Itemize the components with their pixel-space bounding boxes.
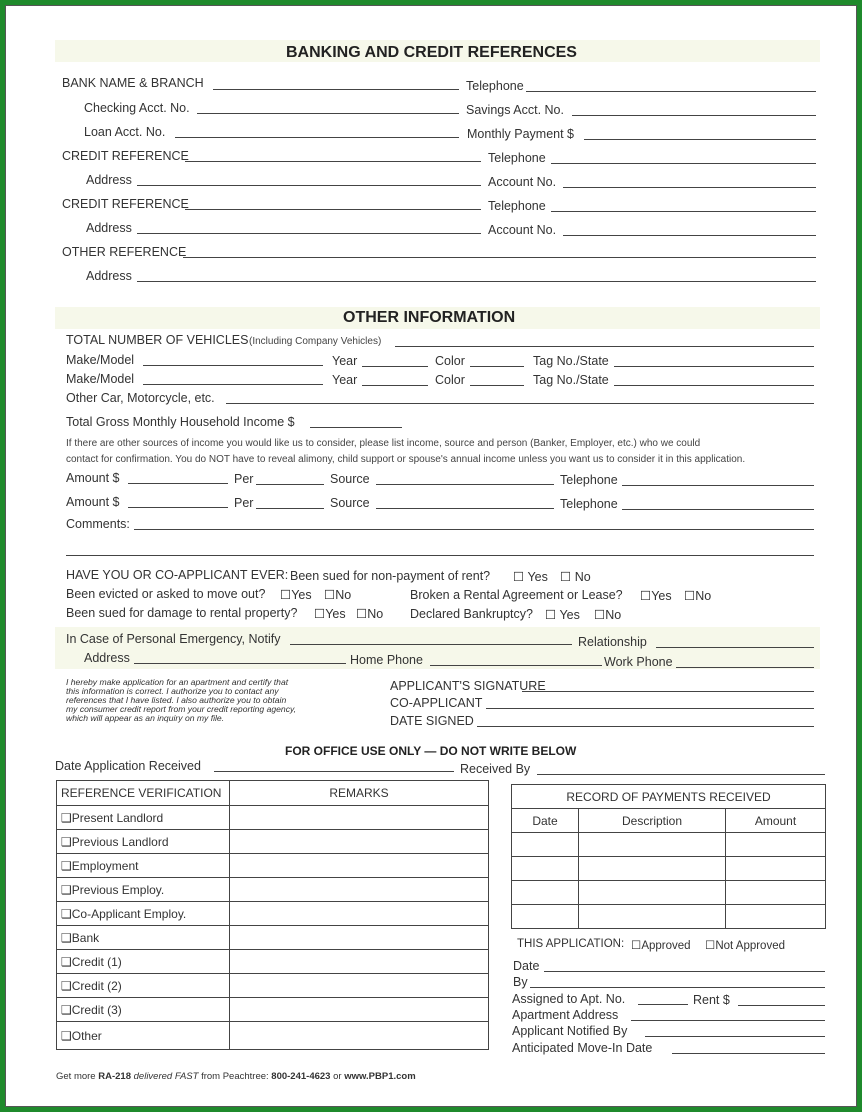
applicant-signature-field[interactable] — [522, 691, 814, 692]
ref-row-label[interactable]: ❑Co-Applicant Employ. — [57, 902, 230, 926]
footer-note — [56, 1071, 416, 1082]
question-4-yes-checkbox[interactable]: ☐Yes — [314, 607, 346, 621]
apartment-address-field[interactable] — [631, 1020, 825, 1021]
footer-phone: 800-241-4623 — [271, 1071, 331, 1082]
authorization-line-4: my consumer credit report from your credit reporting agency, — [66, 704, 297, 714]
ref-item-label: Previous Employ. — [71, 882, 165, 897]
amount-2-field[interactable] — [128, 507, 228, 508]
credit-ref-1-address-label: Address — [86, 173, 132, 187]
bank-telephone-field[interactable] — [526, 91, 816, 92]
question-1-no-checkbox[interactable]: ☐ No — [560, 570, 591, 584]
credit-ref-1-account-field[interactable] — [563, 187, 816, 188]
bank-telephone-label: Telephone — [466, 79, 524, 93]
loan-label: Loan Acct. No. — [84, 125, 166, 139]
move-in-field[interactable] — [672, 1053, 825, 1054]
banking-title: BANKING AND CREDIT REFERENCES — [286, 44, 577, 61]
ref-row-label[interactable]: ❑Previous Employ. — [57, 878, 230, 902]
gross-income-label: Total Gross Monthly Household Income $ — [66, 415, 295, 429]
question-5-yes-label: Yes — [559, 608, 580, 622]
date-signed-label: DATE SIGNED — [390, 714, 474, 728]
remarks-cell[interactable] — [230, 974, 489, 998]
gross-income-field[interactable] — [310, 427, 402, 428]
question-3-no-label: No — [695, 589, 712, 603]
emergency-notify-label: In Case of Personal Emergency, Notify — [66, 632, 281, 646]
per-1-label: Per — [234, 472, 254, 486]
payment-cell[interactable] — [512, 905, 579, 929]
not-approved-checkbox[interactable]: ☐Not Approved — [705, 940, 785, 952]
not-approved-label: Not Approved — [715, 940, 785, 952]
make-model-2-label: Make/Model — [66, 372, 135, 386]
other-car-field[interactable] — [226, 403, 814, 404]
question-2-no-label: No — [335, 588, 352, 602]
other-reference-label: OTHER REFERENCE — [62, 245, 187, 259]
vehicles-field[interactable] — [395, 346, 814, 347]
payments-table — [511, 784, 826, 929]
payment-cell[interactable] — [512, 833, 579, 857]
notified-by-field[interactable] — [645, 1036, 825, 1037]
question-2-label: Been evicted or asked to move out? — [66, 587, 266, 601]
question-3-yes-checkbox[interactable]: ☐Yes — [640, 589, 672, 603]
payment-cell[interactable] — [512, 881, 579, 905]
payment-cell[interactable] — [726, 833, 826, 857]
ref-item-label: Credit (2) — [71, 978, 122, 993]
credit-ref-2-account-label: Account No. — [488, 223, 557, 237]
question-4-no-label: No — [367, 607, 384, 621]
ref-item-label: Credit (3) — [71, 1002, 122, 1017]
tag-1-field[interactable] — [614, 366, 814, 367]
payment-cell[interactable] — [579, 905, 726, 929]
assigned-apt-label: Assigned to Apt. No. — [512, 992, 626, 1006]
footer-prefix: Get more — [56, 1071, 96, 1082]
remarks-cell[interactable] — [230, 926, 489, 950]
remarks-header: REMARKS — [230, 781, 489, 806]
make-model-1-label: Make/Model — [66, 353, 135, 367]
telephone-2-label: Telephone — [560, 497, 618, 511]
credit-ref-2-telephone-field[interactable] — [551, 211, 816, 212]
authorization-line-3: references that I have listed. I also authorize you to obtain — [66, 695, 287, 705]
year-2-field[interactable] — [362, 385, 428, 386]
ref-item-label: Employment — [71, 858, 139, 873]
year-2-label: Year — [332, 373, 358, 387]
payments-col-description: Description — [579, 809, 726, 833]
per-2-label: Per — [234, 496, 254, 510]
year-1-label: Year — [332, 354, 358, 368]
payment-cell[interactable] — [579, 857, 726, 881]
credit-ref-1-telephone-field[interactable] — [551, 163, 816, 164]
ref-row-label[interactable]: ❑Credit (2) — [57, 974, 230, 998]
source-1-label: Source — [330, 472, 370, 486]
amount-1-label: Amount $ — [66, 471, 120, 485]
tag-2-label: Tag No./State — [533, 373, 609, 387]
co-applicant-field[interactable] — [486, 708, 814, 709]
other-reference-address-field[interactable] — [137, 281, 816, 282]
question-3-yes-label: Yes — [651, 589, 672, 603]
comments-label: Comments: — [66, 517, 130, 531]
approved-checkbox[interactable]: ☐Approved — [631, 940, 691, 952]
question-4-label: Been sued for damage to rental property? — [66, 606, 298, 620]
payment-cell[interactable] — [579, 881, 726, 905]
reference-verification-table — [56, 780, 489, 1050]
source-2-field[interactable] — [376, 508, 554, 509]
question-2-yes-label: Yes — [291, 588, 312, 602]
authorization-line-1: I hereby make application for an apartment and certify that — [66, 677, 289, 687]
move-in-label: Anticipated Move-In Date — [512, 1041, 653, 1055]
ref-item-label: Present Landlord — [71, 810, 164, 825]
question-5-no-label: No — [605, 608, 622, 622]
office-use-title: FOR OFFICE USE ONLY — DO NOT WRITE BELOW — [285, 744, 577, 758]
question-4-no-checkbox[interactable]: ☐No — [356, 607, 384, 621]
income-note-line-2: contact for confirmation. You do NOT have to reveal alimony, child support or spouse's annual income unless you want us to consider it in this application. — [66, 454, 746, 465]
relationship-label: Relationship — [578, 635, 647, 649]
source-1-field[interactable] — [376, 484, 554, 485]
question-1-yes-checkbox[interactable]: ☐ Yes — [513, 570, 548, 584]
question-2-yes-checkbox[interactable]: ☐Yes — [280, 588, 312, 602]
footer-fast: FAST — [174, 1071, 199, 1082]
comments-field-2[interactable] — [66, 555, 814, 556]
checking-label: Checking Acct. No. — [84, 101, 190, 115]
notified-by-label: Applicant Notified By — [512, 1024, 628, 1038]
vehicles-label: TOTAL NUMBER OF VEHICLES — [66, 333, 249, 347]
question-5-no-checkbox[interactable]: ☐No — [594, 608, 622, 622]
remarks-cell[interactable] — [230, 854, 489, 878]
other-info-title: OTHER INFORMATION — [343, 309, 516, 326]
work-phone-label: Work Phone — [604, 655, 673, 669]
rent-field[interactable] — [738, 1005, 825, 1006]
question-5-label: Declared Bankruptcy? — [410, 607, 533, 621]
credit-ref-2-telephone-label: Telephone — [488, 199, 546, 213]
income-note-line-1: If there are other sources of income you would like us to consider, please list income, source and person (Banker, Employer, etc.) who we could — [66, 438, 701, 449]
bank-name-field[interactable] — [213, 89, 459, 90]
decision-by-field[interactable] — [530, 987, 825, 988]
other-reference-address-label: Address — [86, 269, 132, 283]
decision-date-field[interactable] — [544, 971, 825, 972]
ref-row-label[interactable]: ❑Other — [57, 1022, 230, 1050]
received-by-label: Received By — [460, 762, 531, 776]
credit-ref-1-address-field[interactable] — [137, 185, 481, 186]
payments-col-date: Date — [512, 809, 579, 833]
decision-by-label: By — [513, 975, 528, 989]
amount-2-label: Amount $ — [66, 495, 120, 509]
remarks-cell[interactable] — [230, 950, 489, 974]
question-2-no-checkbox[interactable]: ☐No — [324, 588, 352, 602]
questions-intro: HAVE YOU OR CO-APPLICANT EVER: — [66, 568, 289, 582]
payment-cell[interactable] — [726, 881, 826, 905]
emergency-address-label: Address — [84, 651, 130, 665]
other-car-label: Other Car, Motorcycle, etc. — [66, 391, 215, 405]
credit-ref-1-label: CREDIT REFERENCE — [62, 149, 189, 163]
payment-cell[interactable] — [726, 857, 826, 881]
decision-date-label: Date — [513, 959, 540, 973]
remarks-cell[interactable] — [230, 878, 489, 902]
date-received-field[interactable] — [214, 771, 454, 772]
ref-row-label[interactable]: ❑Previous Landlord — [57, 830, 230, 854]
per-2-field[interactable] — [256, 508, 324, 509]
assigned-apt-field[interactable] — [638, 1004, 688, 1005]
footer-from: from Peachtree: — [201, 1071, 269, 1082]
date-signed-field[interactable] — [477, 726, 814, 727]
tag-2-field[interactable] — [614, 385, 814, 386]
credit-ref-2-account-field[interactable] — [563, 235, 816, 236]
question-1-no-label: No — [574, 570, 591, 584]
remarks-cell[interactable] — [230, 902, 489, 926]
ref-row-label[interactable]: ❑Employment — [57, 854, 230, 878]
rent-label: Rent $ — [693, 993, 730, 1007]
home-phone-field[interactable] — [430, 665, 602, 666]
apartment-address-label: Apartment Address — [512, 1008, 619, 1022]
loan-field[interactable] — [175, 137, 459, 138]
credit-ref-2-address-field[interactable] — [137, 233, 481, 234]
color-2-label: Color — [435, 373, 465, 387]
remarks-cell[interactable] — [230, 806, 489, 830]
telephone-1-field[interactable] — [622, 485, 814, 486]
question-4-yes-label: Yes — [325, 607, 346, 621]
credit-ref-2-address-label: Address — [86, 221, 132, 235]
remarks-cell[interactable] — [230, 830, 489, 854]
footer-delivered: delivered — [133, 1071, 173, 1082]
comments-field-1[interactable] — [134, 529, 814, 530]
remarks-cell[interactable] — [230, 998, 489, 1022]
ref-item-label: Co-Applicant Employ. — [71, 906, 187, 921]
relationship-field[interactable] — [656, 647, 814, 648]
emergency-address-field[interactable] — [134, 663, 346, 664]
make-model-2-field[interactable] — [143, 384, 323, 385]
footer-site: www.PBP1.com — [344, 1071, 416, 1082]
credit-ref-1-field[interactable] — [185, 161, 481, 162]
applicant-signature-label: APPLICANT'S SIGNATURE — [390, 679, 546, 693]
credit-ref-2-field[interactable] — [185, 209, 481, 210]
payments-col-amount: Amount — [726, 809, 826, 833]
color-2-field[interactable] — [470, 385, 524, 386]
vehicles-note: (Including Company Vehicles) — [249, 336, 382, 347]
payments-header: RECORD OF PAYMENTS RECEIVED — [512, 785, 826, 809]
year-1-field[interactable] — [362, 366, 428, 367]
ref-row-label[interactable]: ❑Bank — [57, 926, 230, 950]
question-1-label: Been sued for non-payment of rent? — [290, 569, 491, 583]
amount-1-field[interactable] — [128, 483, 228, 484]
monthly-payment-label: Monthly Payment $ — [467, 127, 574, 141]
received-by-field[interactable] — [537, 774, 825, 775]
date-received-label: Date Application Received — [55, 759, 201, 773]
question-3-no-checkbox[interactable]: ☐No — [684, 589, 712, 603]
question-5-yes-checkbox[interactable]: ☐ Yes — [545, 608, 580, 622]
ref-row-label[interactable]: ❑Present Landlord — [57, 806, 230, 830]
savings-field[interactable] — [572, 115, 816, 116]
monthly-payment-field[interactable] — [584, 139, 816, 140]
source-2-label: Source — [330, 496, 370, 510]
ref-row-label[interactable]: ❑Credit (3) — [57, 998, 230, 1022]
ref-item-label: Other — [71, 1028, 102, 1043]
credit-ref-1-telephone-label: Telephone — [488, 151, 546, 165]
work-phone-field[interactable] — [676, 667, 814, 668]
bank-name-label: BANK NAME & BRANCH — [62, 76, 204, 90]
authorization-line-5: which will appear as an inquiry on my file. — [66, 713, 225, 723]
make-model-1-field[interactable] — [143, 365, 323, 366]
credit-ref-2-label: CREDIT REFERENCE — [62, 197, 189, 211]
question-3-label: Broken a Rental Agreement or Lease? — [410, 588, 623, 602]
ref-item-label: Credit (1) — [71, 954, 122, 969]
question-1-yes-label: Yes — [527, 570, 548, 584]
color-1-field[interactable] — [470, 366, 524, 367]
payment-cell[interactable] — [579, 833, 726, 857]
payment-cell[interactable] — [726, 905, 826, 929]
footer-form-code: RA-218 — [98, 1071, 131, 1082]
color-1-label: Color — [435, 354, 465, 368]
telephone-2-field[interactable] — [622, 509, 814, 510]
ref-header: REFERENCE VERIFICATION — [57, 781, 230, 806]
this-application-label: THIS APPLICATION: — [517, 938, 625, 950]
authorization-line-2: this information is correct. I authorize you to contact any — [66, 686, 279, 696]
ref-item-label: Previous Landlord — [71, 834, 169, 849]
approved-label: Approved — [641, 940, 691, 952]
footer-or: or — [333, 1071, 342, 1082]
checking-field[interactable] — [197, 113, 459, 114]
ref-item-label: Bank — [71, 930, 100, 945]
per-1-field[interactable] — [256, 484, 324, 485]
emergency-notify-field[interactable] — [290, 644, 572, 645]
other-reference-field[interactable] — [183, 257, 816, 258]
payment-cell[interactable] — [512, 857, 579, 881]
remarks-cell[interactable] — [230, 1022, 489, 1050]
co-applicant-label: CO-APPLICANT — [390, 696, 483, 710]
ref-row-label[interactable]: ❑Credit (1) — [57, 950, 230, 974]
savings-label: Savings Acct. No. — [466, 103, 564, 117]
tag-1-label: Tag No./State — [533, 354, 609, 368]
credit-ref-1-account-label: Account No. — [488, 175, 557, 189]
home-phone-label: Home Phone — [350, 653, 423, 667]
telephone-1-label: Telephone — [560, 473, 618, 487]
